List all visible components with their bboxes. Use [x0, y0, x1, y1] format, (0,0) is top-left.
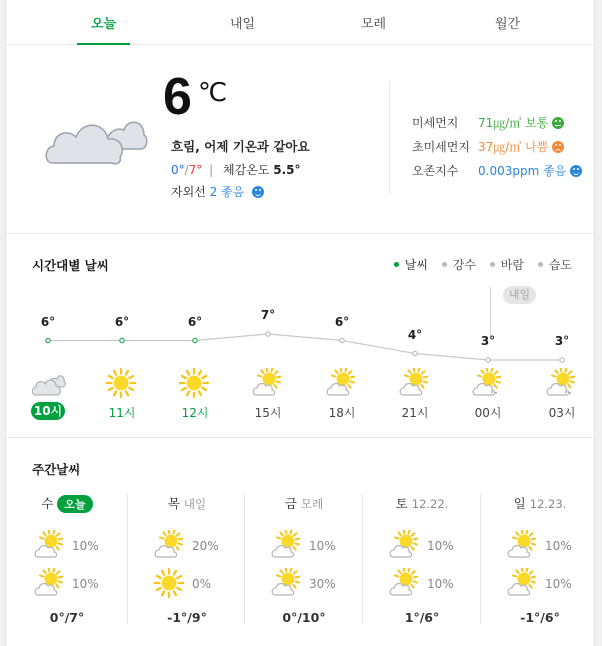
- legend-wind[interactable]: 바람: [490, 258, 524, 272]
- min-max-temperature: [171, 161, 301, 178]
- hour-temperature: 3°: [554, 334, 570, 348]
- feels-like-label: 체감온도: [223, 163, 270, 177]
- day-label: [245, 494, 363, 512]
- uv-index: [171, 183, 264, 200]
- date-tabs: [5, 0, 595, 45]
- am-precip-chance: 10%: [545, 539, 572, 553]
- partly-cloudy-icon: [271, 530, 303, 560]
- hour-weather-icon: [399, 368, 431, 398]
- temperature-unit: ℃: [198, 78, 228, 108]
- hour-temperature: 6°: [187, 314, 203, 329]
- temperature-point: [266, 332, 270, 336]
- current-temperature: 6: [163, 68, 191, 126]
- temperature-point: [413, 351, 417, 355]
- day-label: [481, 494, 599, 512]
- min-max-separator: /: [184, 163, 189, 177]
- pm-weather-icon: [271, 568, 301, 596]
- hour-weather-icon: [32, 368, 64, 398]
- day-sub-label: 모레: [300, 497, 324, 511]
- hour-temperature: 6°: [40, 314, 56, 329]
- partly-cloudy-icon: [154, 530, 186, 560]
- partly-cloudy-icon: [399, 368, 431, 398]
- temperature-range: -1°/9°: [167, 610, 207, 625]
- pm-weather-icon: [389, 568, 419, 596]
- weekly-forecast: [5, 438, 595, 646]
- hour-time-label: 00시: [474, 406, 502, 420]
- partly-cloudy-icon: [271, 568, 303, 598]
- cloudy-icon: [44, 97, 148, 167]
- air-fine-dust: [412, 114, 549, 131]
- am-weather-icon: [271, 530, 301, 558]
- partly-cloudy-icon: [507, 530, 539, 560]
- hour-temperature: 6°: [334, 314, 350, 329]
- temperature-point: [120, 338, 124, 342]
- hourly-title: 시간대별 날씨: [32, 258, 109, 273]
- hour-temperature: 4°: [407, 327, 423, 342]
- am-weather-icon: [154, 530, 184, 558]
- weekly-title: 주간날씨: [32, 462, 81, 477]
- tab-today[interactable]: 오늘: [30, 0, 177, 45]
- am-precip-chance: 10%: [427, 539, 454, 553]
- day-name: 금: [284, 496, 297, 511]
- hour-weather-icon: [252, 368, 284, 398]
- weekly-day-column[interactable]: [245, 494, 363, 632]
- uv-label: 자외선: [171, 185, 206, 199]
- sad-face-icon: [552, 141, 564, 153]
- am-precip-chance: 10%: [309, 539, 336, 553]
- temperature-range: 1°/6°: [404, 610, 440, 625]
- pm-precip-chance: 0%: [192, 577, 212, 591]
- air-label: 초미세먼지: [412, 140, 470, 154]
- air-label: 미세먼지: [412, 116, 459, 130]
- hour-weather-icon: [179, 368, 211, 398]
- am-precip-chance: 20%: [192, 539, 219, 553]
- temperature-point: [486, 358, 490, 362]
- legend-precipitation[interactable]: 강수: [442, 258, 476, 272]
- day-label: [363, 494, 481, 512]
- partly-cloudy-icon: [507, 568, 539, 598]
- weekly-day-column[interactable]: [363, 494, 481, 632]
- today-badge: 오늘: [57, 495, 92, 513]
- temperature-point: [340, 338, 344, 342]
- max-temperature: 7°: [188, 163, 203, 177]
- pm-precip-chance: 10%: [545, 577, 572, 591]
- min-temperature: 0°: [171, 163, 185, 177]
- weekly-day-column[interactable]: [128, 494, 246, 632]
- hour-weather-icon: [106, 368, 138, 398]
- sun-icon: [179, 368, 209, 398]
- tab-day-after[interactable]: 모레: [360, 17, 387, 32]
- day-name: 목: [167, 496, 180, 511]
- day-name: 수: [41, 496, 54, 511]
- pm-weather-icon: [34, 568, 64, 596]
- partly-cloudy-icon: [389, 530, 421, 560]
- hour-time-label: 18시: [328, 406, 356, 420]
- tab-monthly[interactable]: 월간: [494, 17, 521, 32]
- weather-summary: 흐림, 어제 기온과 같아요: [171, 139, 310, 154]
- am-weather-icon: [34, 530, 64, 558]
- day-name: 토: [395, 496, 408, 511]
- hour-weather-icon: [326, 368, 358, 398]
- temperature-range: 0°/7°: [49, 610, 85, 625]
- column-divider: [127, 494, 128, 624]
- partly-cloudy-night-icon: [546, 368, 578, 398]
- weekly-day-column[interactable]: [481, 494, 599, 632]
- temperature-range: -1°/6°: [520, 610, 560, 625]
- smile-face-icon: [252, 186, 264, 198]
- legend-weather[interactable]: 날씨: [394, 258, 428, 272]
- day-sub-label: 내일: [183, 497, 207, 511]
- vertical-divider: [389, 81, 390, 194]
- air-label: 오존지수: [412, 164, 459, 178]
- hour-weather-icon: [546, 368, 578, 398]
- hour-weather-icon: [472, 368, 504, 398]
- pm-weather-icon: [507, 568, 537, 596]
- hour-time-label: 03시: [548, 406, 576, 420]
- weekly-day-column[interactable]: [8, 494, 126, 632]
- hour-time-label: 15시: [254, 406, 282, 420]
- partly-cloudy-icon: [34, 530, 66, 560]
- tab-tomorrow[interactable]: 내일: [229, 17, 256, 32]
- temperature-point: [46, 338, 50, 342]
- cloudy-icon: [32, 368, 66, 398]
- hour-time-label: 10시: [31, 402, 65, 420]
- tomorrow-badge: 내일: [503, 286, 536, 304]
- pm-weather-icon: [154, 568, 184, 596]
- column-divider: [480, 494, 481, 624]
- partly-cloudy-icon: [326, 368, 358, 398]
- feels-like-value: 5.5°: [273, 163, 301, 177]
- day-name: 일: [513, 496, 526, 511]
- day-sub-label: 12.23.: [529, 497, 567, 511]
- air-ultrafine-dust: [412, 138, 549, 155]
- air-value: 37㎍/㎥ 나쁨: [478, 140, 549, 154]
- hour-time-label: 12시: [181, 406, 209, 420]
- smile-face-icon: [570, 165, 582, 177]
- pm-precip-chance: 30%: [309, 577, 336, 591]
- neutral-face-icon: [552, 117, 564, 129]
- hour-temperature: 6°: [114, 314, 130, 329]
- air-ozone: [412, 162, 567, 179]
- hour-temperature: 3°: [480, 334, 496, 348]
- column-divider: [244, 494, 245, 624]
- am-weather-icon: [389, 530, 419, 558]
- day-label: [128, 494, 246, 512]
- partly-cloudy-icon: [252, 368, 284, 398]
- pm-precip-chance: 10%: [427, 577, 454, 591]
- day-sub-label: 12.22.: [411, 497, 449, 511]
- day-label: [8, 494, 126, 513]
- partly-cloudy-icon: [389, 568, 421, 598]
- hour-time-label: 21시: [401, 406, 429, 420]
- hour-temperature: 7°: [260, 308, 276, 322]
- column-divider: [362, 494, 363, 624]
- partly-cloudy-night-icon: [472, 368, 504, 398]
- hour-time-label: 11시: [108, 406, 136, 420]
- temperature-range: 0°/10°: [282, 610, 326, 625]
- air-value: 71㎍/㎥ 보통: [478, 116, 549, 130]
- uv-value: 2 좋음: [209, 185, 245, 199]
- current-weather: [5, 45, 595, 234]
- temperature-point: [193, 338, 197, 342]
- sun-icon: [154, 568, 184, 598]
- divider: |: [209, 163, 214, 177]
- temperature-point: [560, 358, 564, 362]
- partly-cloudy-icon: [34, 568, 66, 598]
- legend-humidity[interactable]: 습도: [538, 258, 572, 272]
- air-value: 0.003ppm 좋음: [478, 164, 567, 178]
- am-weather-icon: [507, 530, 537, 558]
- hourly-forecast: [5, 234, 595, 438]
- am-precip-chance: 10%: [72, 539, 99, 553]
- sun-icon: [106, 368, 136, 398]
- feels-like: [223, 163, 300, 177]
- pm-precip-chance: 10%: [72, 577, 99, 591]
